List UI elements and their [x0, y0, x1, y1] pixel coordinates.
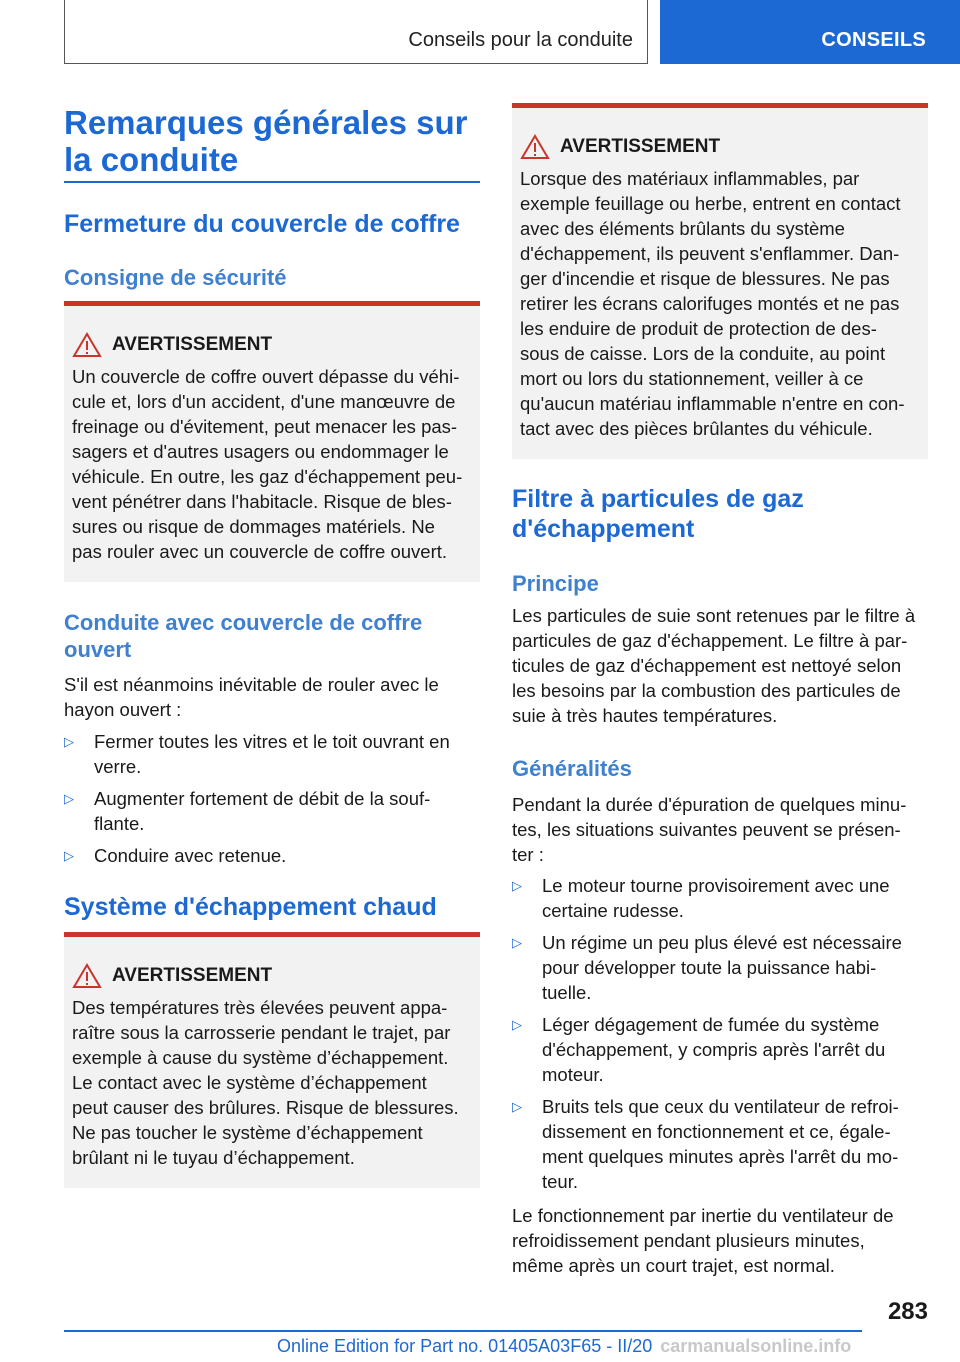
bullet-triangle-icon: ▷: [512, 878, 522, 893]
heading-conduite-ouvert: Conduite avec couvercle de coffre ouvert: [64, 610, 423, 662]
page-number: 283: [887, 1298, 928, 1325]
warning-box-coffre: [64, 301, 480, 582]
warning-triangle-icon: [520, 134, 550, 160]
page-title: Remarques générales sur la conduite: [64, 104, 468, 178]
warning-box-echappement: [64, 932, 480, 1188]
bullet-triangle-icon: ▷: [512, 1017, 522, 1032]
warning-label: AVERTISSEMENT: [560, 136, 721, 157]
title-rule: [64, 181, 480, 183]
warning-text: Des températures très élevées peuvent appa- raître sous la carrosserie pendant le trajet, par exemple à cause du système d’échappement. Le contact avec le système d’échappement peut causer des brûlures. Risque de blessures. Ne pas toucher le système d’échappement brûlant ni le tuyau d’échappement.: [72, 997, 459, 1168]
warning-text: Un couvercle de coffre ouvert dépasse du véhi- cule et, lors d'un accident, d'une manœuvre de freinage ou d'évitement, peut menacer les pas- sagers et d'autres usagers ou endommager le véhicule. En outre, les gaz d'échappement peu- vent pénétrer dans l'habitacle. Risque de bles- sures ou risque de dommages matériels. Ne pas rouler avec un couvercle de coffre ouvert.: [72, 366, 463, 562]
header-chapter-tab: [660, 0, 960, 64]
heading-generalites: Généralités: [512, 756, 632, 781]
heading-consigne: Consigne de sécurité: [64, 265, 287, 290]
footer-rule: [64, 1330, 862, 1332]
warning-label: AVERTISSEMENT: [112, 965, 273, 986]
bullet-triangle-icon: ▷: [64, 734, 74, 749]
bullet-triangle-icon: ▷: [64, 791, 74, 806]
footer-watermark: carmanualsonline.info: [660, 1336, 852, 1356]
heading-echappement: Système d'échappement chaud: [64, 893, 437, 921]
heading-principe: Principe: [512, 571, 599, 596]
warning-label: AVERTISSEMENT: [112, 334, 273, 355]
header-section-box: [64, 0, 648, 64]
header-chapter-label: CONSEILS: [821, 29, 926, 51]
header-section-title: Conseils pour la conduite: [408, 29, 633, 51]
paragraph-conduite: S'il est néanmoins inévitable de rouler avec le hayon ouvert :: [64, 674, 439, 720]
heading-filtre: Filtre à particules de gaz d'échappement: [512, 485, 804, 543]
heading-couvercle: Fermeture du couvercle de coffre: [64, 210, 460, 238]
warning-text: Lorsque des matériaux inflammables, par exemple feuillage ou herbe, entrent en contact avec des éléments brûlants du système d'échappement, ils peuvent s'enflammer. Dan- ger d'incendie et risque de blessures. Ne pas retirer les écrans calorifuges montés et ne pas les enduire de produit de protection de des- sous de caisse. Lors de la conduite, au point mort ou lors du stationnement, veiller à ce qu'aucun matériau inflammable n'entre en con- tact avec des pièces brûlantes du véhicule.: [520, 168, 905, 439]
paragraph-final: Le fonctionnement par inertie du ventilateur de refroidissement pendant plusieurs minutes, même après un court trajet, est normal.: [512, 1205, 894, 1276]
bullet-triangle-icon: ▷: [64, 848, 74, 863]
warning-triangle-icon: [72, 332, 102, 358]
warning-box-inflammable: [512, 103, 928, 459]
footer-edition: Online Edition for Part no. 01405A03F65 - II/20 carmanualsonline.info: [277, 1336, 852, 1356]
bullet-triangle-icon: ▷: [512, 935, 522, 950]
bullet-triangle-icon: ▷: [512, 1099, 522, 1114]
paragraph-generalites: Pendant la durée d'épuration de quelques minu- tes, les situations suivantes peuvent se présen- ter :: [512, 794, 907, 865]
paragraph-principe: Les particules de suie sont retenues par le filtre à particules de gaz d'échappement. Le filtre à par- ticules de gaz d'échappement est nettoyé selon les besoins par la combustion des particules de suie à très hautes températures.: [512, 605, 916, 726]
warning-triangle-icon: [72, 963, 102, 989]
